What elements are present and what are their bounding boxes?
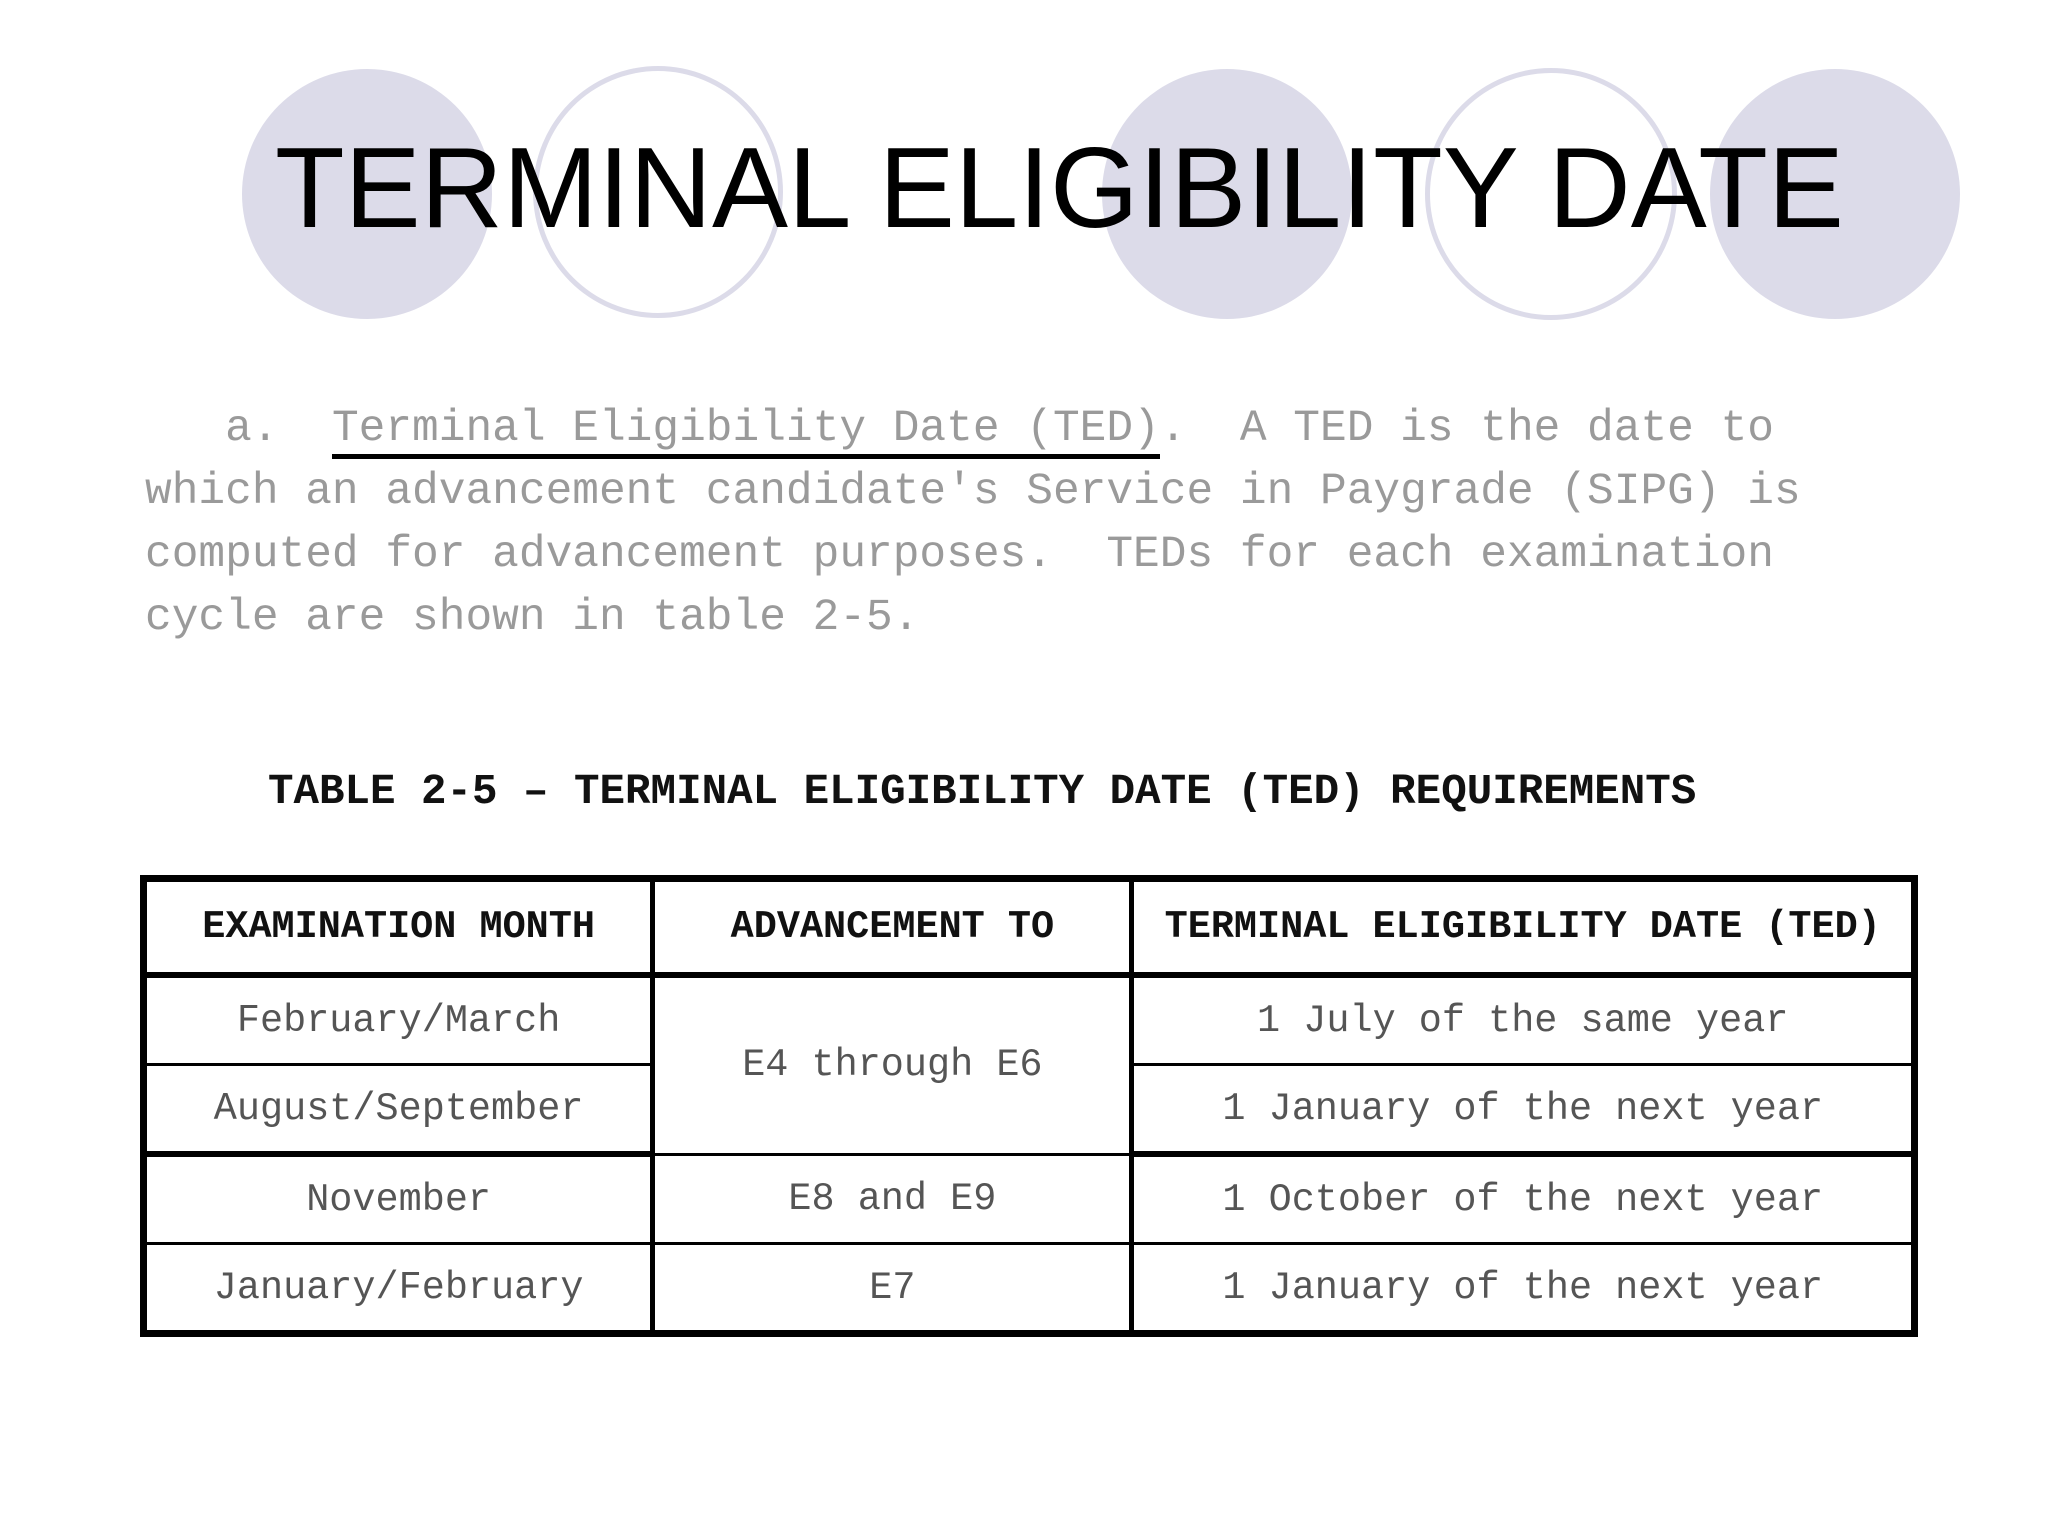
table-row <box>144 1244 1915 1334</box>
cell-ted: 1 January of the next year <box>1132 1244 1915 1334</box>
cell-month: November <box>144 1154 653 1244</box>
ted-requirements-table <box>140 875 1918 1337</box>
header-ted: TERMINAL ELIGIBILITY DATE (TED) <box>1132 879 1915 976</box>
header-examination-month: EXAMINATION MONTH <box>144 879 653 976</box>
table-row <box>144 975 1915 1065</box>
cell-advancement-merged: E4 through E6 <box>653 975 1132 1154</box>
ted-term-underlined: Terminal Eligibility Date (TED) <box>332 404 1160 459</box>
header-advancement-to: ADVANCEMENT TO <box>653 879 1132 976</box>
cell-ted: 1 October of the next year <box>1132 1154 1915 1244</box>
paragraph-line2: which an advancement candidate's Service in Paygrade (SIPG) is <box>145 467 1801 517</box>
table-caption: TABLE 2-5 – TERMINAL ELIGIBILITY DATE (TED) REQUIREMENTS <box>268 768 1697 816</box>
paragraph-line4: cycle are shown in table 2-5. <box>145 593 920 643</box>
cell-ted: 1 July of the same year <box>1132 975 1915 1065</box>
cell-month: February/March <box>144 975 653 1065</box>
cell-month: January/February <box>144 1244 653 1334</box>
table-row <box>144 1154 1915 1244</box>
slide-title: TERMINAL ELIGIBILITY DATE <box>275 125 1844 252</box>
table-header-row <box>144 879 1915 976</box>
cell-month: August/September <box>144 1065 653 1155</box>
paragraph-prefix: a. <box>145 404 332 454</box>
cell-ted: 1 January of the next year <box>1132 1065 1915 1155</box>
paragraph-line1-rest: . A TED is the date to <box>1159 404 1774 454</box>
cell-advancement: E8 and E9 <box>653 1154 1132 1244</box>
definition-paragraph <box>145 398 1865 650</box>
cell-advancement: E7 <box>653 1244 1132 1334</box>
paragraph-line3: computed for advancement purposes. TEDs for each examination <box>145 530 1774 580</box>
